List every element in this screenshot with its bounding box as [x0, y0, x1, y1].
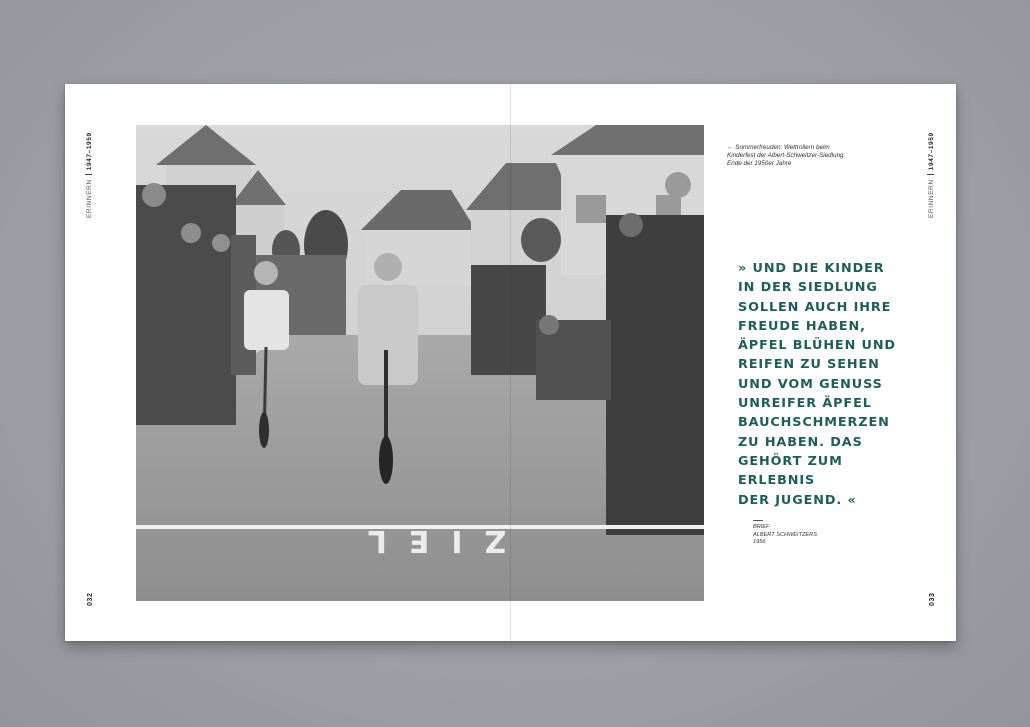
right-running-head-section: ERINNERN	[928, 179, 935, 218]
photo-caption	[727, 144, 847, 168]
quote-line: DER JUGEND. «	[738, 492, 857, 508]
spread-gutter	[510, 84, 511, 641]
running-head-divider	[85, 174, 92, 175]
quote-line: ÄPFEL BLÜHEN UND	[738, 338, 896, 354]
quote-line: » UND DIE KINDER	[738, 261, 885, 276]
running-head-divider	[927, 174, 934, 175]
quote-line: UNREIFER ÄPFEL	[738, 396, 872, 412]
quote-line: ERLEBNIS	[738, 473, 816, 489]
source-line-2: ALBERT SCHWEITZERS	[753, 531, 817, 538]
quote-line: FREUDE HABEN,	[738, 318, 866, 334]
road-marking: ZIEL	[345, 523, 507, 558]
source-line-3: 1956	[753, 539, 766, 545]
quote-line: REIFEN ZU SEHEN	[738, 357, 880, 373]
caption-arrow-icon: ←	[727, 144, 734, 151]
quote-line: UND VOM GENUSS	[738, 376, 883, 392]
right-running-head	[927, 132, 935, 218]
caption-text: Sommerfreuden: Wettrollern beim Kinderfest der Albert-Schweitzer-Siedlung Ende der 1950er Jahre	[727, 144, 844, 167]
quote-source	[753, 520, 873, 547]
source-rule	[753, 520, 763, 521]
right-page-number: 033	[929, 592, 936, 606]
quote-line: IN DER SIEDLUNG	[738, 280, 878, 296]
source-line-1: BRIEF	[753, 524, 770, 530]
left-running-head	[85, 132, 93, 218]
left-running-head-section: ERINNERN	[86, 179, 93, 218]
quote-line: BAUCHSCHMERZEN	[738, 415, 890, 431]
quote-line: ZU HABEN. DAS	[738, 434, 863, 450]
pull-quote	[738, 259, 928, 510]
magazine-spread	[65, 84, 956, 641]
left-page-number: 032	[87, 592, 94, 606]
right-running-head-years: 1947–1959	[928, 132, 935, 171]
quote-line: GEHÖRT ZUM	[738, 453, 843, 469]
photo-illustration	[136, 125, 704, 601]
quote-line: SOLLEN AUCH IHRE	[738, 299, 892, 315]
left-running-head-years: 1947–1959	[86, 132, 93, 171]
spread-photo	[136, 125, 704, 601]
